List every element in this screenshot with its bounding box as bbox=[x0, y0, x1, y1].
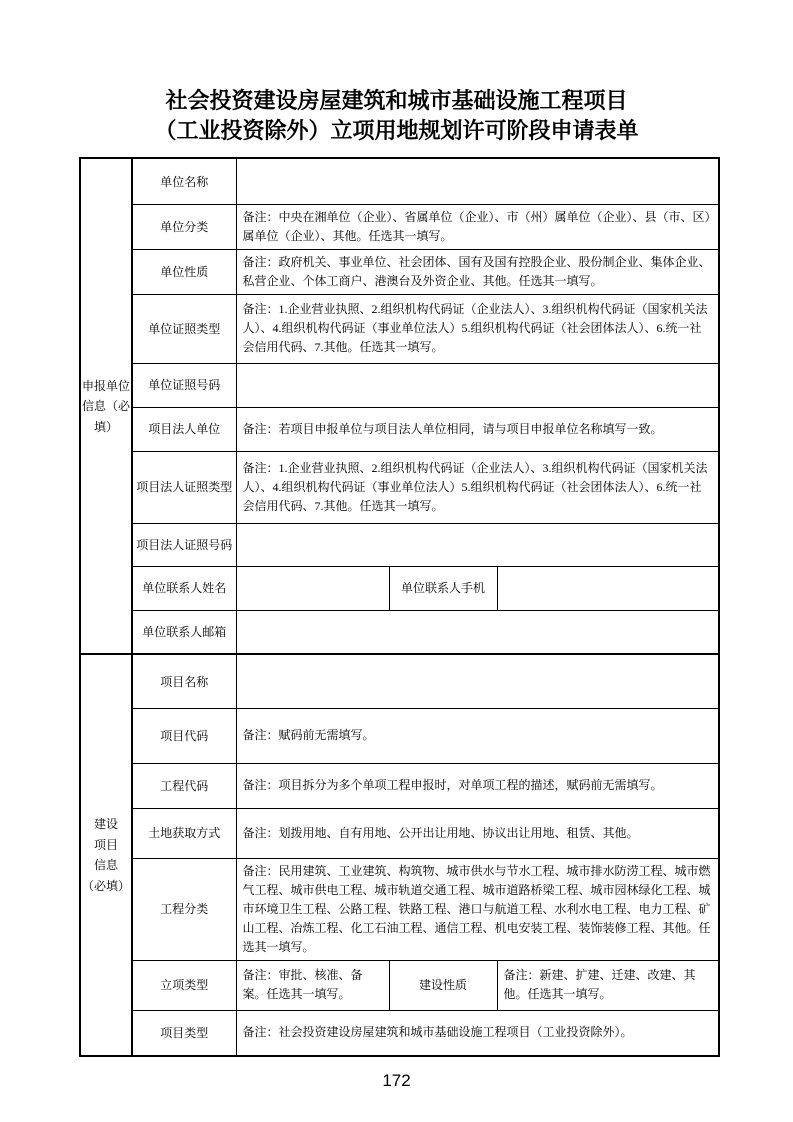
row-unit-certificate-number bbox=[80, 363, 719, 407]
note-engineering-category: 备注：民用建筑、工业建筑、构筑物、城市供水与节水工程、城市排水防涝工程、城市燃气工程、城市供电工程、城市轨道交通工程、城市道路桥梁工程、城市园林绿化工程、城市环境卫生工程、公路工程、铁路工程、港口与航道工程、水利水电工程、电力工程、矿山工程、冶炼工程、化工石油工程、通信工程、机电安装工程、装饰装修工程、其他。任选其一填写。 bbox=[236, 858, 719, 960]
page-title-line2: （工业投资除外）立项用地规划许可阶段申请表单 bbox=[154, 117, 639, 143]
label-contact-name: 单位联系人姓名 bbox=[132, 566, 236, 610]
label-project-type: 项目类型 bbox=[132, 1010, 236, 1056]
row-project-code bbox=[80, 708, 719, 763]
note-unit-certificate-type: 备注：1.企业营业执照、2.组织机构代码证（企业法人）、3.组织机构代码证（国家机关法人）、4.组织机构代码证（事业单位法人）5.组织机构代码证（社会团体法人）、6.统一社会信用代码、7.其他。任选其一填写。 bbox=[236, 294, 719, 363]
value-cell-contact-mobile bbox=[497, 566, 719, 610]
value-cell-project-name bbox=[236, 654, 719, 708]
row-unit-nature bbox=[80, 249, 719, 294]
row-project-name bbox=[80, 654, 719, 708]
value-cell-contact-name bbox=[236, 566, 389, 610]
note-engineering-code: 备注：项目拆分为多个单项工程申报时，对单项工程的描述，赋码前无需填写。 bbox=[236, 763, 719, 808]
label-unit-certificate-number: 单位证照号码 bbox=[132, 363, 236, 407]
section-header-line: 项目 bbox=[93, 837, 118, 852]
section-header-line: 信息 bbox=[93, 858, 118, 873]
section-header-line: 填） bbox=[93, 419, 118, 434]
note-unit-category: 备注：中央在湘单位（企业）、省属单位（企业）、市（州）属单位（企业）、县（市、区）属单位（企业）、其他。任选其一填写。 bbox=[236, 204, 719, 249]
label-legal-entity-certificate-number: 项目法人证照号码 bbox=[132, 523, 236, 566]
label-contact-email: 单位联系人邮箱 bbox=[132, 610, 236, 654]
page-title-line1: 社会投资建设房屋建筑和城市基础设施工程项目 bbox=[165, 88, 628, 113]
row-engineering-code bbox=[80, 763, 719, 808]
row-unit-contact bbox=[80, 566, 719, 610]
row-land-acquisition-method bbox=[80, 808, 719, 858]
label-construction-nature: 建设性质 bbox=[389, 960, 497, 1010]
section-header-line: 信息（必 bbox=[81, 399, 130, 414]
label-land-acquisition-method: 土地获取方式 bbox=[132, 808, 236, 858]
row-engineering-category bbox=[80, 858, 719, 960]
row-unit-name bbox=[80, 158, 719, 204]
value-cell-unit-certificate-number bbox=[236, 363, 719, 407]
label-project-name: 项目名称 bbox=[132, 654, 236, 708]
label-contact-mobile: 单位联系人手机 bbox=[389, 566, 497, 610]
label-unit-nature: 单位性质 bbox=[132, 249, 236, 294]
label-unit-category: 单位分类 bbox=[132, 204, 236, 249]
section-header-construction-project-info bbox=[80, 654, 132, 1056]
label-legal-entity-certificate-type: 项目法人证照类型 bbox=[132, 451, 236, 523]
page-title bbox=[0, 0, 793, 145]
row-unit-certificate-type bbox=[80, 294, 719, 363]
row-contact-email bbox=[80, 610, 719, 654]
application-form-table bbox=[79, 157, 720, 1057]
row-legal-entity-certificate-type bbox=[80, 451, 719, 523]
value-cell-legal-entity-certificate-number bbox=[236, 523, 719, 566]
value-cell-contact-email bbox=[236, 610, 719, 654]
label-project-legal-entity: 项目法人单位 bbox=[132, 407, 236, 451]
row-project-type bbox=[80, 1010, 719, 1056]
value-cell-unit-name bbox=[236, 158, 719, 204]
note-project-code: 备注：赋码前无需填写。 bbox=[236, 708, 719, 763]
row-project-legal-entity bbox=[80, 407, 719, 451]
note-project-type: 备注：社会投资建设房屋建筑和城市基础设施工程项目（工业投资除外）。 bbox=[236, 1010, 719, 1056]
section-header-line: （必填） bbox=[81, 878, 130, 893]
note-legal-entity-certificate-type: 备注：1.企业营业执照、2.组织机构代码证（企业法人）、3.组织机构代码证（国家机关法人）、4.组织机构代码证（事业单位法人）5.组织机构代码证（社会团体法人）、6.统一社会信用代码、7.其他。任选其一填写。 bbox=[236, 451, 719, 523]
row-legal-entity-certificate-number bbox=[80, 523, 719, 566]
note-unit-nature: 备注：政府机关、事业单位、社会团体、国有及国有控股企业、股份制企业、集体企业、私营企业、个体工商户、港澳台及外资企业、其他。任选其一填写。 bbox=[236, 249, 719, 294]
label-approval-type: 立项类型 bbox=[132, 960, 236, 1010]
row-approval-type-construction-nature bbox=[80, 960, 719, 1010]
section-header-declaring-unit-info bbox=[80, 158, 132, 654]
section-header-line: 建设 bbox=[93, 817, 118, 832]
label-unit-name: 单位名称 bbox=[132, 158, 236, 204]
note-approval-type: 备注：审批、核准、备案。任选其一填写。 bbox=[236, 960, 389, 1010]
label-engineering-code: 工程代码 bbox=[132, 763, 236, 808]
note-construction-nature: 备注：新建、扩建、迁建、改建、其他。任选其一填写。 bbox=[497, 960, 719, 1010]
row-unit-category bbox=[80, 204, 719, 249]
note-land-acquisition-method: 备注：划拨用地、自有用地、公开出让用地、协议出让用地、租赁、其他。 bbox=[236, 808, 719, 858]
note-project-legal-entity: 备注：若项目申报单位与项目法人单位相同，请与项目申报单位名称填写一致。 bbox=[236, 407, 719, 451]
page-number: 172 bbox=[382, 1071, 411, 1091]
label-project-code: 项目代码 bbox=[132, 708, 236, 763]
label-unit-certificate-type: 单位证照类型 bbox=[132, 294, 236, 363]
section-header-line: 申报单位 bbox=[81, 378, 130, 393]
label-engineering-category: 工程分类 bbox=[132, 858, 236, 960]
